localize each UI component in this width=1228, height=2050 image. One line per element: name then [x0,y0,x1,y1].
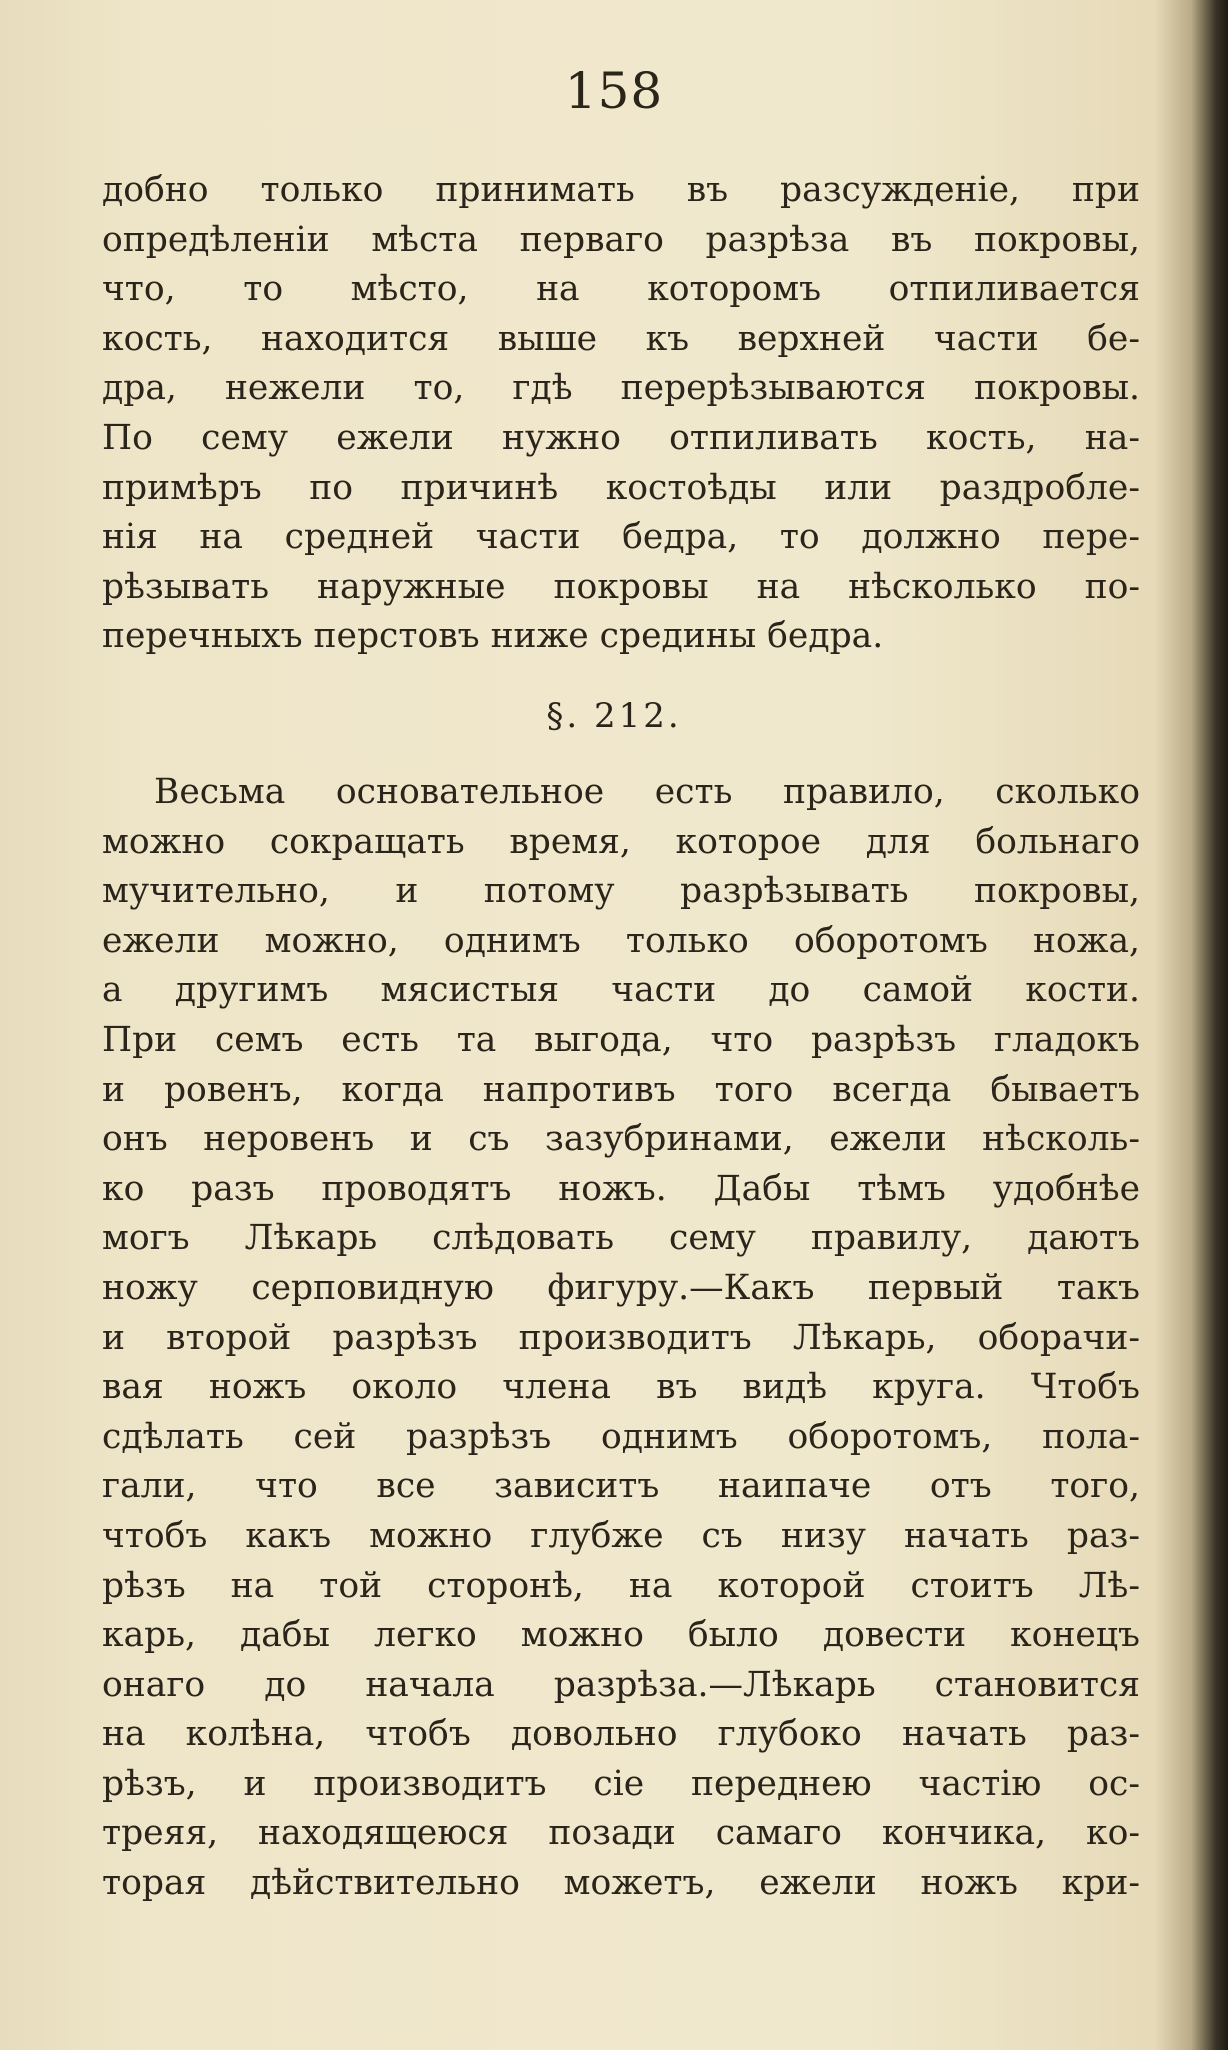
text-line: а другимъ мясистыя части до самой кости. [102,970,1140,1011]
text-line: и ровенъ, когда напротивъ того всегда бываетъ [102,1069,1140,1110]
text-line: торая дѣйствительно можетъ, ежели ножъ кри- [102,1863,1140,1904]
text-line: примѣръ по причинѣ костоѣды или раздробле- [102,467,1140,508]
text-line: опредѣленіи мѣста перваго разрѣза въ покровы, [102,219,1140,260]
text-line: онъ неровенъ и съ зазубринами, ежели нѣсколь- [102,1119,1140,1160]
section-heading: §. 212. [546,696,682,736]
text-line: сдѣлать сей разрѣзъ однимъ оборотомъ, пола- [102,1416,1140,1457]
text-line: ежели можно, однимъ только оборотомъ ножа, [102,920,1140,961]
text-line: могъ Лѣкарь слѣдовать сему правилу, даютъ [102,1218,1140,1259]
text-line: треяя, находящеюся позади самаго кончика, ко- [102,1813,1140,1854]
text-line: что, то мѣсто, на которомъ отпиливается [102,269,1140,310]
text-line: рѣзывать наружные покровы на нѣсколько по- [102,566,1140,607]
text-line: рѣзъ на той сторонѣ, на которой стоитъ Лѣ- [102,1565,1140,1606]
text-line: и второй разрѣзъ производитъ Лѣкарь, оборачи- [102,1317,1140,1358]
text-line: онаго до начала разрѣза.—Лѣкарь становится [102,1664,1140,1705]
text-line: Весьма основательное есть правило, сколько [154,772,1140,812]
text-line: рѣзъ, и производитъ сіе переднею частію ос- [102,1763,1140,1804]
text-line: ко разъ проводятъ ножъ. Дабы тѣмъ удобнѣе [102,1168,1140,1209]
text-line: При семъ есть та выгода, что разрѣзъ гладокъ [102,1019,1140,1060]
text-line: вая ножъ около члена въ видѣ круга. Чтобъ [102,1367,1140,1408]
text-line: на колѣна, чтобъ довольно глубоко начать раз- [102,1714,1140,1755]
paragraph-continued [102,166,1140,662]
text-line: ножу серповидную фигуру.—Какъ первый такъ [102,1267,1140,1308]
text-line: перечныхъ перстовъ ниже средины бедра. [102,616,884,657]
text-line: мучительно, и потому разрѣзывать покровы, [102,871,1140,912]
paragraph-section-212 [102,768,1140,1909]
text-line: дра, нежели то, гдѣ перерѣзываются покровы. [102,368,1140,409]
text-line: гали, что все зависитъ наипаче отъ того, [102,1466,1140,1507]
text-line: кость, находится выше къ верхней части бе- [102,318,1140,359]
text-line: можно сокращать время, которое для больнаго [102,821,1140,862]
text-line: карь, дабы легко можно было довести конецъ [102,1615,1140,1656]
text-line: По сему ежели нужно отпиливать кость, на- [102,417,1140,458]
text-line: нія на средней части бедра, то должно пере- [102,517,1140,558]
text-line: чтобъ какъ можно глубже съ низу начать раз- [102,1515,1140,1556]
page-number: 158 [564,62,664,120]
text-line: добно только принимать въ разсужденіе, при [102,170,1140,210]
